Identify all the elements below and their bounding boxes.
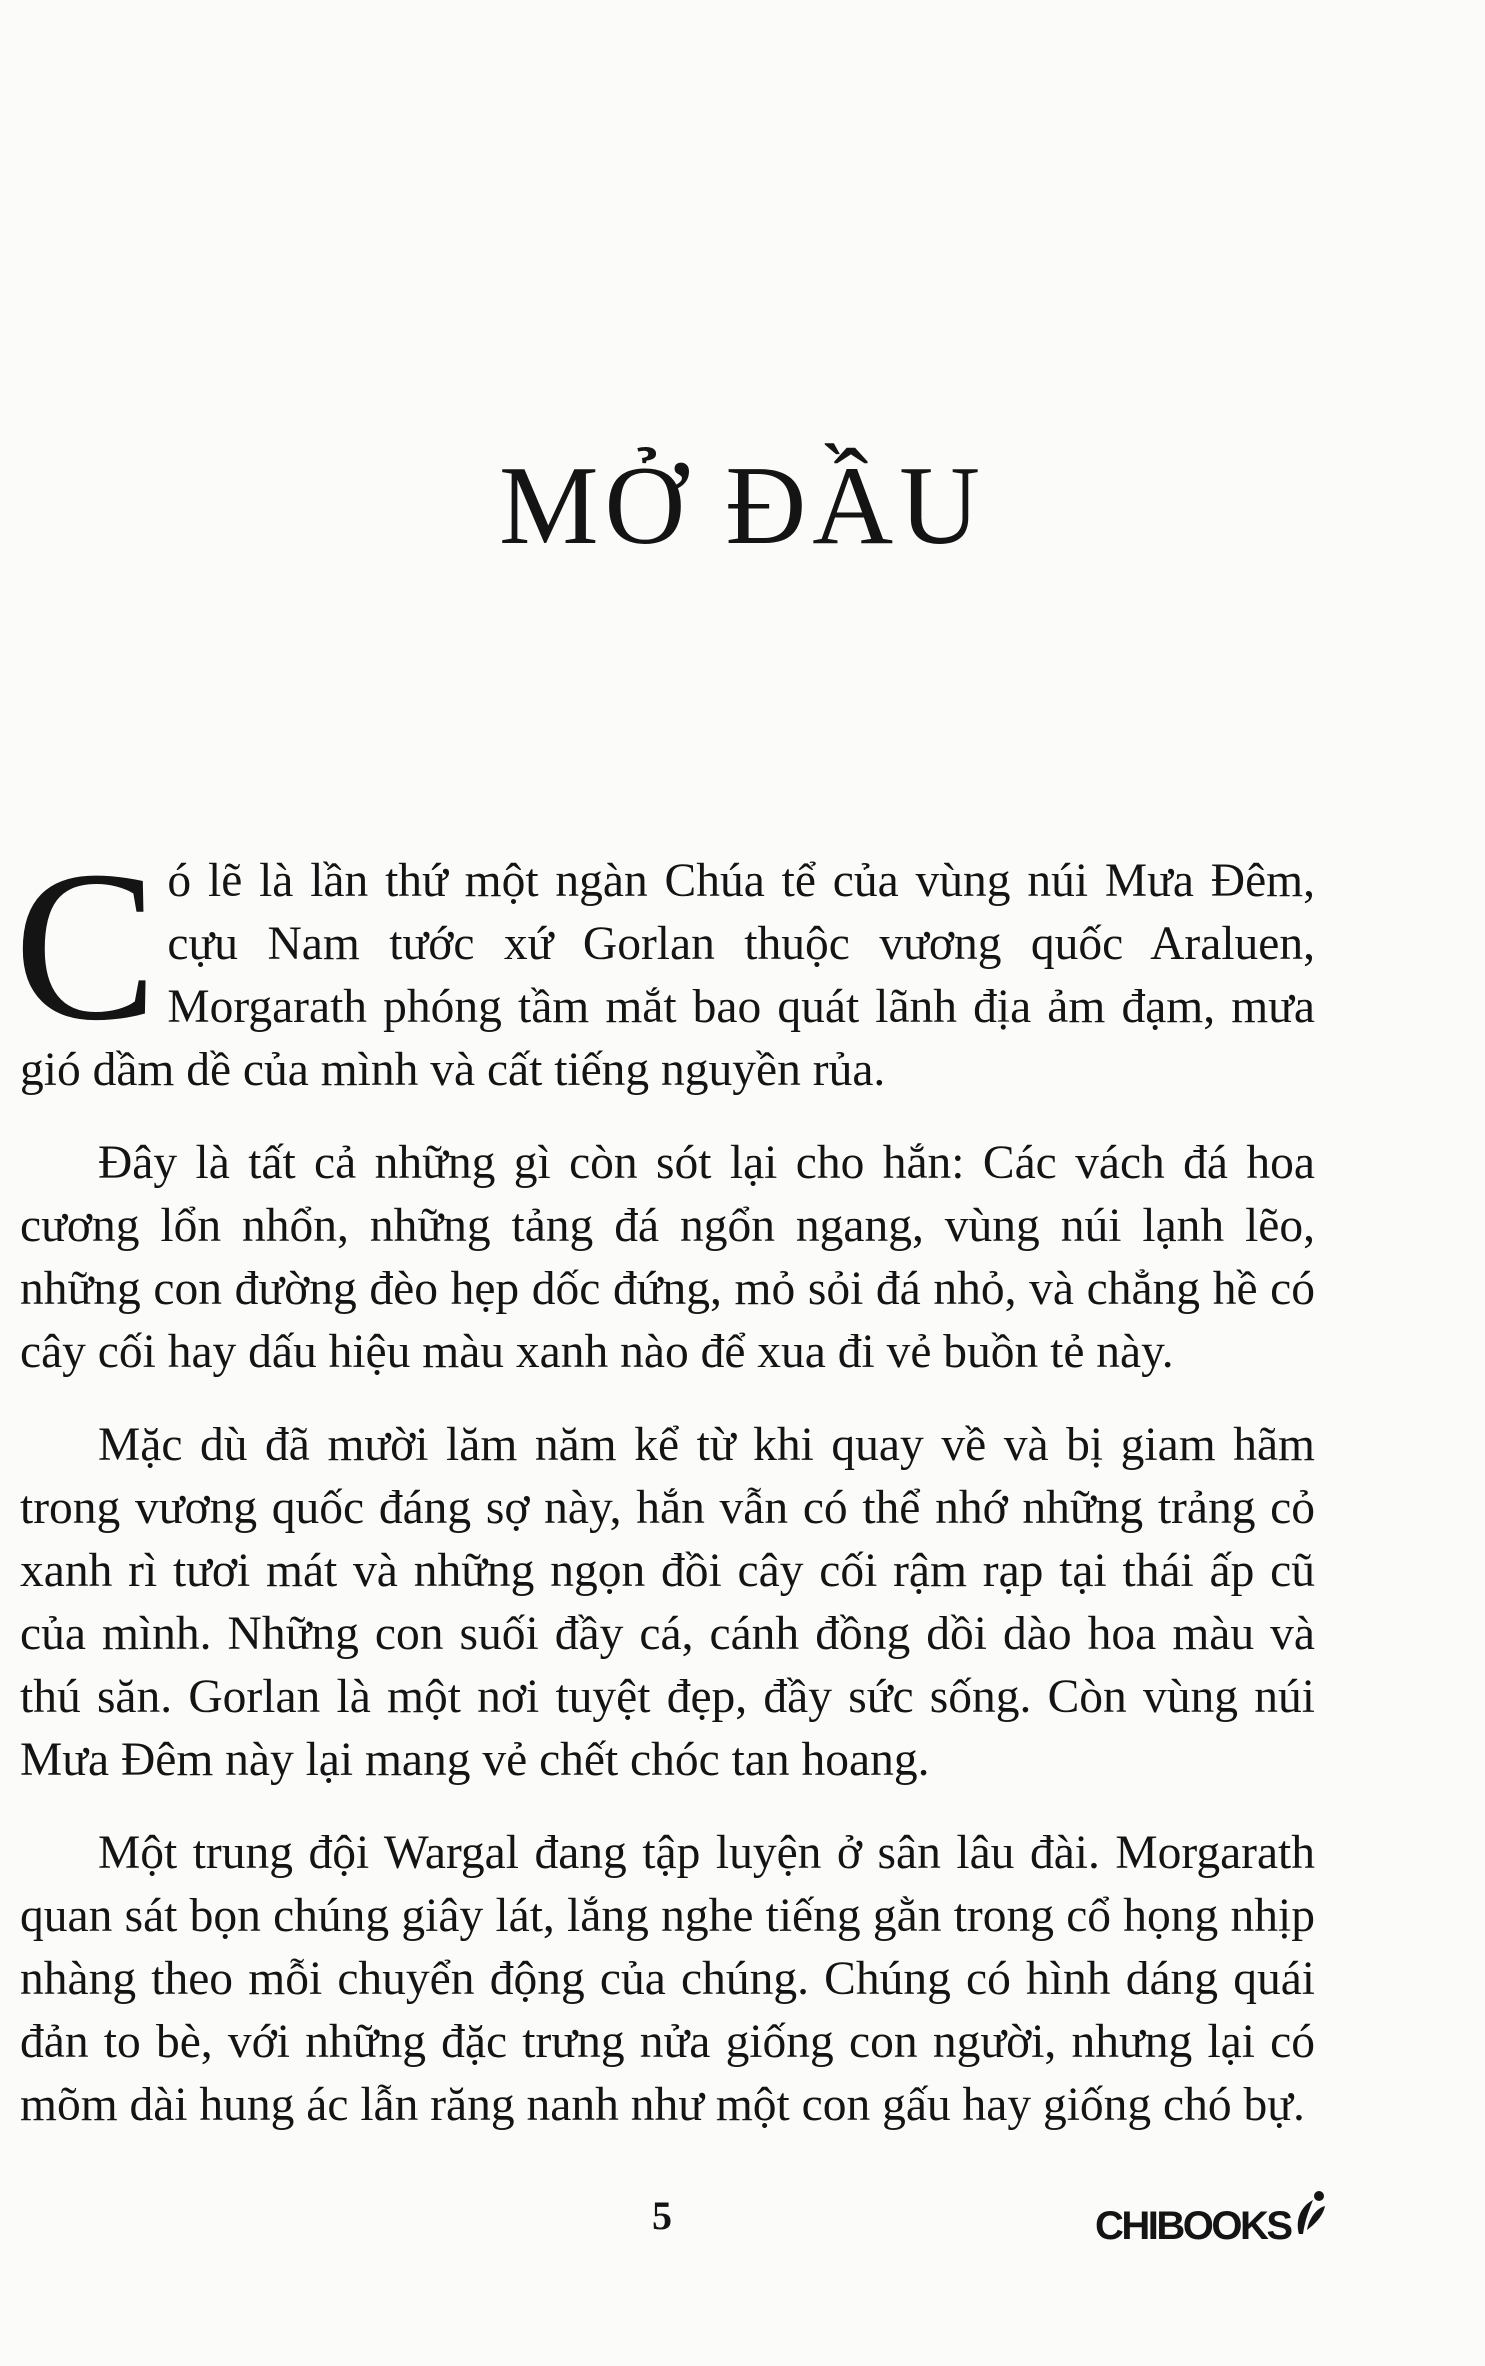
drop-cap: C [14, 826, 158, 1065]
paragraph-4: Một trung đội Wargal đang tập luyện ở sân lâu đài. Morgarath quan sát bọn chúng giây lát, lắng nghe tiếng gằn trong cổ họng nhịp nhàng theo mỗi chuyển động của chúng. Chúng có hình dáng quái đản to bè, với những đặc trưng nửa giống con người, nhưng lại có mõm dài hung ác lẫn răng nanh như một con gấu hay giống chó bự. [20, 1827, 1315, 2131]
paragraph-1 [14, 826, 1315, 1102]
publisher-logo [1095, 2190, 1327, 2249]
paragraph-1-text: ó lẽ là lần thứ một ngàn Chúa tể của vùng núi Mưa Đêm, cựu Nam tước xứ Gorlan thuộc vương quốc Araluen, Morgarath phóng tầm mắt bao quát lãnh địa ảm đạm, mưa gió dầm dề của mình và cất tiếng nguyền rủa. [20, 855, 1315, 1096]
publisher-name: CHIBOOKS [1095, 2204, 1291, 2248]
page-number: 5 [652, 2193, 672, 2238]
chapter-body [14, 826, 1315, 2167]
paragraph-3: Mặc dù đã mười lăm năm kể từ khi quay về và bị giam hãm trong vương quốc đáng sợ này, hắn vẫn có thể nhớ những trảng cỏ xanh rì tươi mát và những ngọn đồi cây cối rậm rạp tại thái ấp cũ của mình. Những con suối đầy cá, cánh đồng dồi dào hoa màu và thú săn. Gorlan là một nơi tuyệt đẹp, đầy sức sống. Còn vùng núi Mưa Đêm này lại mang vẻ chết chóc tan hoang. [20, 1419, 1315, 1786]
paragraph-2: Đây là tất cả những gì còn sót lại cho hắn: Các vách đá hoa cương lổn nhổn, những tảng đá ngổn ngang, vùng núi lạnh lẽo, những con đường đèo hẹp dốc đứng, mỏ sỏi đá nhỏ, và chẳng hề có cây cối hay dấu hiệu màu xanh nào để xua đi vẻ buồn tẻ này. [20, 1137, 1315, 1378]
chapter-title: MỞ ĐẦU [498, 444, 987, 568]
page-footer [0, 2188, 1485, 2258]
chibooks-leaf-mark-icon [1293, 2190, 1327, 2241]
